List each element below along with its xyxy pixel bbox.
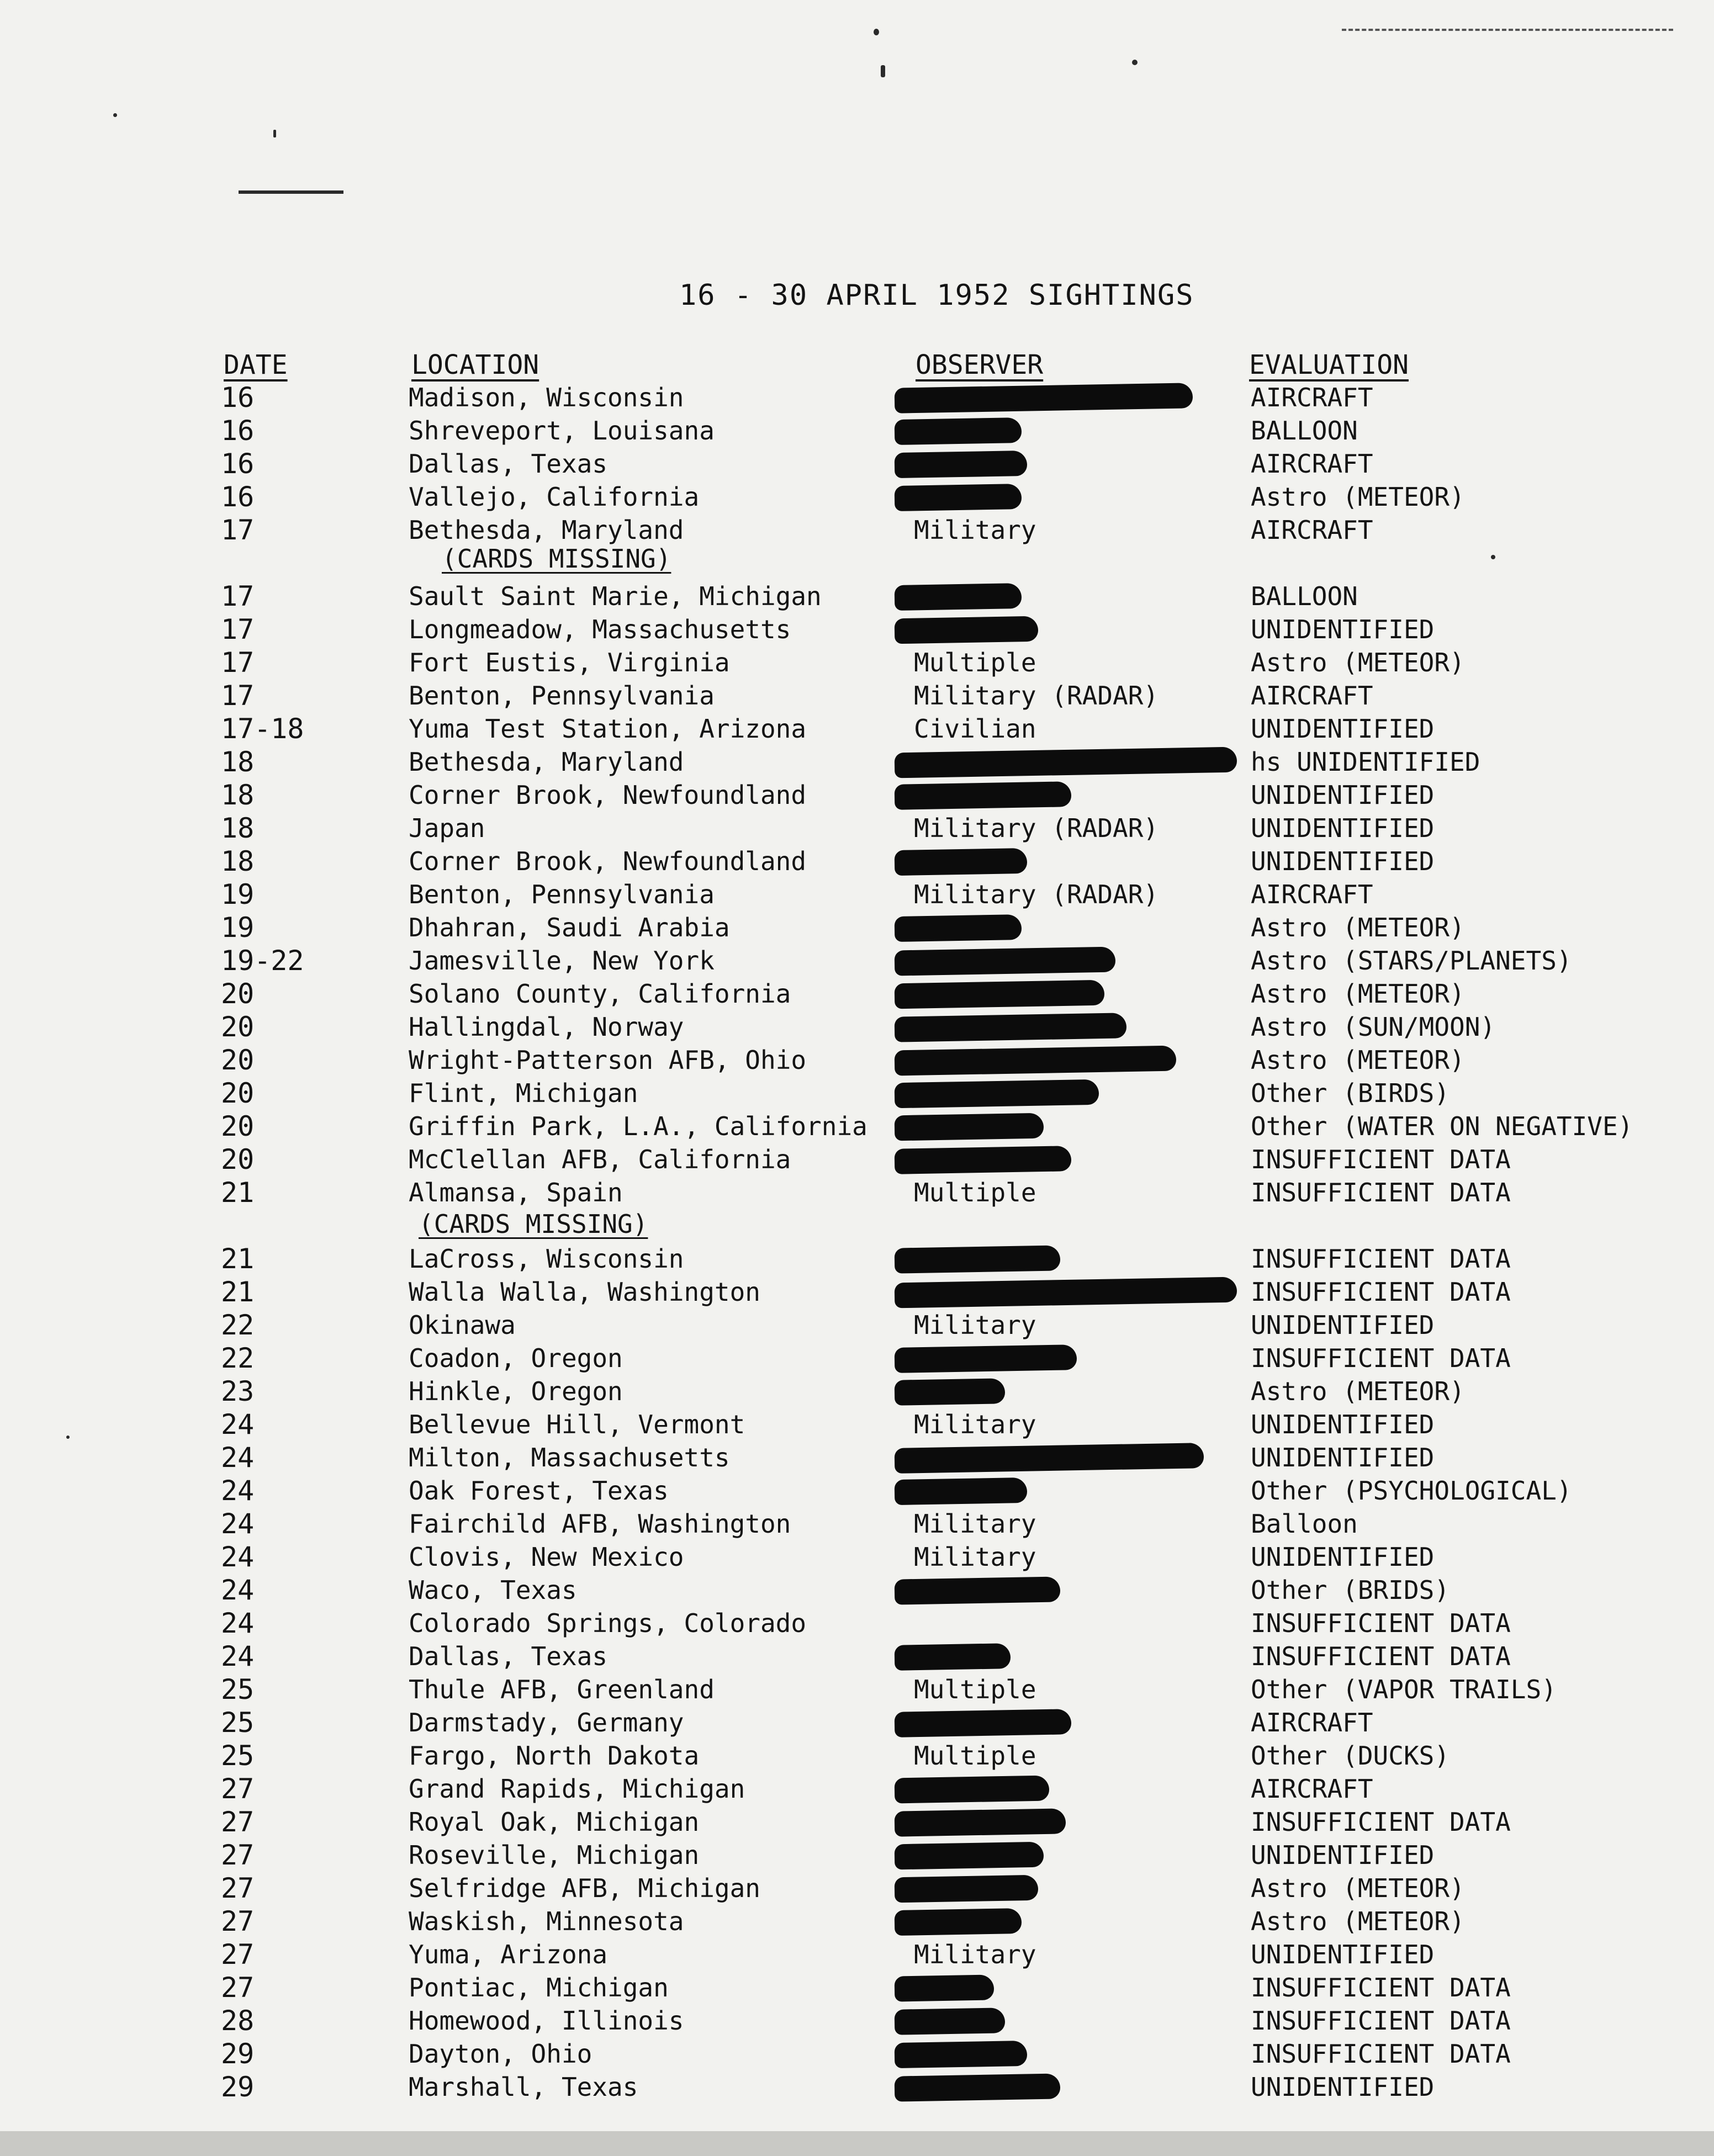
row-evaluation: INSUFFICIENT DATA (1251, 1641, 1511, 1671)
table-row (0, 845, 1714, 878)
row-date: 27 (221, 1872, 255, 1904)
row-date: 16 (221, 382, 255, 414)
redaction-mark (895, 1245, 1061, 1273)
row-location: Grand Rapids, Michigan (409, 1774, 745, 1804)
row-location: Bethesda, Maryland (409, 515, 684, 545)
redaction-mark (895, 2007, 1006, 2035)
row-location: Wright-Patterson AFB, Ohio (409, 1045, 807, 1075)
table-row (0, 1607, 1714, 1640)
table-row (0, 1673, 1714, 1706)
redaction-mark (895, 947, 1116, 976)
row-observer: Military (914, 515, 1036, 545)
table-row (0, 1872, 1714, 1905)
row-date: 17 (221, 613, 255, 645)
table-row (0, 944, 1714, 977)
redaction-mark (895, 1974, 994, 2001)
row-location: Almansa, Spain (409, 1178, 623, 1207)
row-location: Yuma Test Station, Arizona (409, 714, 807, 744)
row-evaluation: AIRCRAFT (1251, 515, 1373, 545)
page-speck (273, 130, 276, 137)
row-date: 29 (221, 2071, 255, 2103)
table-row (0, 480, 1714, 513)
redaction-mark (895, 616, 1039, 644)
page-speck (1132, 60, 1138, 65)
row-evaluation: INSUFFICIENT DATA (1251, 1178, 1511, 1207)
row-date: 22 (221, 1342, 255, 1374)
redaction-mark (895, 1113, 1044, 1141)
row-date: 18 (221, 845, 255, 877)
redaction-mark (895, 583, 1022, 611)
row-evaluation: Astro (METEOR) (1251, 648, 1465, 677)
top-edge-dashes (1342, 29, 1673, 33)
row-evaluation: Balloon (1251, 1509, 1358, 1539)
redaction-mark (895, 914, 1022, 942)
row-observer: Military (RADAR) (914, 813, 1159, 843)
table-row (0, 745, 1714, 778)
row-location: Darmstady, Germany (409, 1708, 684, 1737)
table-row (0, 1805, 1714, 1839)
row-evaluation: Astro (STARS/PLANETS) (1251, 946, 1572, 976)
row-date: 20 (221, 1110, 255, 1142)
row-evaluation: AIRCRAFT (1251, 449, 1373, 479)
row-location: LaCross, Wisconsin (409, 1244, 684, 1274)
row-evaluation: AIRCRAFT (1251, 1774, 1373, 1804)
row-date: 20 (221, 1011, 255, 1043)
table-row (0, 2070, 1714, 2104)
row-location: Dhahran, Saudi Arabia (409, 913, 730, 942)
row-observer: Multiple (914, 648, 1036, 677)
table-row (0, 1540, 1714, 1574)
row-evaluation: Other (WATER ON NEGATIVE) (1251, 1111, 1633, 1141)
row-location: Sault Saint Marie, Michigan (409, 581, 822, 611)
scan-bottom-edge (0, 2131, 1714, 2156)
table-row (0, 1408, 1714, 1441)
table-row (0, 2037, 1714, 2070)
redaction-mark (895, 1277, 1237, 1309)
table-row (0, 812, 1714, 845)
row-observer: Civilian (914, 714, 1036, 744)
table-row (0, 1839, 1714, 1872)
row-date: 21 (221, 1276, 255, 1308)
row-date: 28 (221, 2005, 255, 2037)
redaction-mark (895, 1443, 1204, 1474)
table-row (0, 1043, 1714, 1077)
table-row (0, 580, 1714, 613)
row-location: McClellan AFB, California (409, 1145, 791, 1174)
redaction-mark (895, 1908, 1022, 1936)
redaction-mark (895, 2041, 1028, 2068)
row-location: Madison, Wisconsin (409, 383, 684, 412)
row-evaluation: INSUFFICIENT DATA (1251, 2039, 1511, 2069)
row-evaluation: UNIDENTIFIED (1251, 1940, 1435, 1969)
redaction-mark (895, 451, 1028, 478)
table-row (0, 1309, 1714, 1342)
row-date: 19 (221, 878, 255, 910)
redaction-mark (895, 1013, 1127, 1042)
table-row (0, 1077, 1714, 1110)
row-date: 24 (221, 1640, 255, 1672)
row-evaluation: UNIDENTIFIED (1251, 780, 1435, 810)
row-observer: Military (914, 1940, 1036, 1969)
row-location: Royal Oak, Michigan (409, 1807, 700, 1837)
row-location: Okinawa (409, 1310, 516, 1340)
row-evaluation: AIRCRAFT (1251, 1708, 1373, 1737)
row-evaluation: Astro (METEOR) (1251, 1045, 1465, 1075)
row-location: Bellevue Hill, Vermont (409, 1410, 745, 1439)
row-evaluation: INSUFFICIENT DATA (1251, 1343, 1511, 1373)
row-date: 19 (221, 912, 255, 944)
row-location: Hinkle, Oregon (409, 1376, 623, 1406)
row-location: Fargo, North Dakota (409, 1741, 700, 1771)
row-evaluation: UNIDENTIFIED (1251, 1310, 1435, 1340)
table-row (0, 1938, 1714, 1971)
table-row (0, 1110, 1714, 1143)
row-location: Marshall, Texas (409, 2072, 638, 2102)
page-speck (874, 29, 879, 35)
table-row (0, 1739, 1714, 1772)
row-location: Shreveport, Louisana (409, 416, 715, 446)
row-evaluation: Other (BIRDS) (1251, 1078, 1450, 1108)
table-row (0, 1010, 1714, 1043)
table-row (0, 712, 1714, 745)
row-location: Colorado Springs, Colorado (409, 1608, 807, 1638)
row-location: Milton, Massachusetts (409, 1443, 730, 1472)
row-location: Coadon, Oregon (409, 1343, 623, 1373)
table-row (0, 381, 1714, 414)
row-observer: Military (914, 1410, 1036, 1439)
redaction-mark (895, 1046, 1177, 1076)
row-date: 25 (221, 1673, 255, 1705)
table-row (0, 513, 1714, 547)
row-evaluation: UNIDENTIFIED (1251, 1443, 1435, 1472)
row-location: Corner Brook, Newfoundland (409, 780, 807, 810)
row-evaluation: UNIDENTIFIED (1251, 2072, 1435, 2102)
row-location: Yuma, Arizona (409, 1940, 608, 1969)
row-evaluation: INSUFFICIENT DATA (1251, 1608, 1511, 1638)
table-row (0, 1971, 1714, 2004)
row-location: Griffin Park, L.A., California (409, 1111, 867, 1141)
row-date: 20 (221, 1143, 255, 1175)
row-date: 27 (221, 1972, 255, 2004)
redaction-mark (895, 1477, 1028, 1505)
row-evaluation: INSUFFICIENT DATA (1251, 1244, 1511, 1274)
redaction-mark (895, 1576, 1061, 1604)
row-location: Vallejo, California (409, 482, 700, 512)
row-evaluation: AIRCRAFT (1251, 681, 1373, 711)
table-row (0, 1176, 1714, 1209)
row-evaluation: UNIDENTIFIED (1251, 846, 1435, 876)
table-row (0, 1640, 1714, 1673)
row-evaluation: Other (DUCKS) (1251, 1741, 1450, 1771)
row-evaluation: UNIDENTIFIED (1251, 615, 1435, 644)
row-location: Dallas, Texas (409, 449, 608, 479)
redaction-mark (895, 417, 1022, 445)
row-date: 20 (221, 978, 255, 1010)
row-date: 18 (221, 746, 255, 778)
row-location: Roseville, Michigan (409, 1840, 700, 1870)
row-location: Benton, Pennsylvania (409, 681, 715, 711)
row-date: 21 (221, 1177, 255, 1209)
row-observer: Military (914, 1310, 1036, 1340)
row-date: 24 (221, 1475, 255, 1507)
row-location: Oak Forest, Texas (409, 1476, 669, 1506)
row-date: 17 (221, 680, 255, 712)
row-evaluation: Astro (METEOR) (1251, 913, 1465, 942)
table-row (0, 1772, 1714, 1805)
row-location: Corner Brook, Newfoundland (409, 846, 807, 876)
row-date: 16 (221, 415, 255, 447)
redaction-mark (895, 747, 1237, 778)
row-date: 17 (221, 647, 255, 679)
redaction-mark (895, 383, 1193, 413)
row-evaluation: Astro (METEOR) (1251, 1906, 1465, 1936)
row-date: 17-18 (221, 713, 304, 745)
row-date: 27 (221, 1905, 255, 1937)
redaction-mark (895, 1378, 1006, 1405)
row-date: 24 (221, 1541, 255, 1573)
redaction-mark (895, 1643, 1011, 1671)
redaction-mark (895, 1079, 1099, 1108)
table-row (0, 613, 1714, 646)
table-row (0, 1507, 1714, 1540)
header-observer: OBSERVER (916, 349, 1044, 380)
row-location: Homewood, Illinois (409, 2006, 684, 2036)
row-date: 18 (221, 812, 255, 844)
row-location: Fort Eustis, Virginia (409, 648, 730, 677)
row-date: 24 (221, 1574, 255, 1606)
row-date: 16 (221, 481, 255, 513)
table-row (0, 1441, 1714, 1474)
row-location: Flint, Michigan (409, 1078, 638, 1108)
row-evaluation: INSUFFICIENT DATA (1251, 1277, 1511, 1307)
row-evaluation: Astro (METEOR) (1251, 482, 1465, 512)
row-observer: Multiple (914, 1741, 1036, 1771)
redaction-mark (895, 1842, 1044, 1870)
redaction-mark (895, 1875, 1039, 1903)
row-location: Bethesda, Maryland (409, 747, 684, 777)
row-evaluation: UNIDENTIFIED (1251, 1542, 1435, 1572)
row-date: 27 (221, 1839, 255, 1871)
table-row (0, 977, 1714, 1010)
row-observer: Military (914, 1509, 1036, 1539)
row-evaluation: UNIDENTIFIED (1251, 714, 1435, 744)
row-evaluation: INSUFFICIENT DATA (1251, 1973, 1511, 2003)
table-row (0, 414, 1714, 447)
table-row (0, 1474, 1714, 1507)
row-date: 20 (221, 1077, 255, 1109)
page-speck (1491, 555, 1495, 559)
table-row (0, 1242, 1714, 1275)
row-location: Thule AFB, Greenland (409, 1675, 715, 1704)
redaction-mark (895, 1146, 1072, 1174)
table-row (0, 911, 1714, 944)
row-evaluation: AIRCRAFT (1251, 383, 1373, 412)
row-location: Hallingdal, Norway (409, 1012, 684, 1042)
row-date: 20 (221, 1044, 255, 1076)
row-evaluation: INSUFFICIENT DATA (1251, 1145, 1511, 1174)
row-evaluation: Astro (SUN/MOON) (1251, 1012, 1496, 1042)
row-evaluation: UNIDENTIFIED (1251, 1410, 1435, 1439)
table-row (0, 1905, 1714, 1938)
row-location: Clovis, New Mexico (409, 1542, 684, 1572)
row-evaluation: Astro (METEOR) (1251, 1873, 1465, 1903)
table-row (0, 2004, 1714, 2037)
row-location: Pontiac, Michigan (409, 1973, 669, 2003)
row-date: 17 (221, 580, 255, 612)
page-speck (113, 113, 117, 117)
row-date: 27 (221, 1806, 255, 1838)
row-date: 23 (221, 1375, 255, 1407)
redaction-mark (895, 1344, 1077, 1373)
row-evaluation: UNIDENTIFIED (1251, 813, 1435, 843)
table-row (0, 778, 1714, 812)
top-left-rule (239, 190, 343, 194)
row-date: 25 (221, 1740, 255, 1772)
table-row (0, 1342, 1714, 1375)
redaction-mark (895, 1808, 1066, 1836)
row-observer: Multiple (914, 1178, 1036, 1207)
row-location: Waskish, Minnesota (409, 1906, 684, 1936)
row-date: 25 (221, 1707, 255, 1739)
redaction-mark (895, 1709, 1072, 1737)
row-date: 24 (221, 1442, 255, 1474)
row-evaluation: INSUFFICIENT DATA (1251, 2006, 1511, 2036)
row-evaluation: UNIDENTIFIED (1251, 1840, 1435, 1870)
table-row (0, 1375, 1714, 1408)
row-date: 24 (221, 1607, 255, 1639)
table-row (0, 1143, 1714, 1176)
row-evaluation: AIRCRAFT (1251, 880, 1373, 909)
table-row (0, 878, 1714, 911)
row-evaluation: Other (VAPOR TRAILS) (1251, 1675, 1557, 1704)
document-title: 16 - 30 APRIL 1952 SIGHTINGS (679, 279, 1194, 312)
row-date: 29 (221, 2038, 255, 2070)
row-observer: Military (RADAR) (914, 880, 1159, 909)
row-date: 22 (221, 1309, 255, 1341)
cards-missing-note: (CARDS MISSING) (442, 544, 671, 574)
row-location: Dallas, Texas (409, 1641, 608, 1671)
row-date: 27 (221, 1938, 255, 1970)
row-observer: Military (914, 1542, 1036, 1572)
redaction-mark (895, 484, 1022, 511)
row-location: Longmeadow, Massachusetts (409, 615, 791, 644)
row-date: 19-22 (221, 945, 304, 977)
row-location: Fairchild AFB, Washington (409, 1509, 791, 1539)
redaction-mark (895, 980, 1105, 1009)
header-location: LOCATION (411, 349, 539, 380)
redaction-mark (895, 848, 1028, 876)
row-location: Japan (409, 813, 485, 843)
table-row (0, 447, 1714, 480)
row-date: 17 (221, 514, 255, 546)
row-location: Benton, Pennsylvania (409, 880, 715, 909)
row-location: Dayton, Ohio (409, 2039, 593, 2069)
row-location: Jamesville, New York (409, 946, 715, 976)
table-row (0, 1275, 1714, 1309)
row-date: 24 (221, 1408, 255, 1440)
row-location: Selfridge AFB, Michigan (409, 1873, 760, 1903)
table-row (0, 679, 1714, 712)
table-row (0, 1706, 1714, 1739)
redaction-mark (895, 2073, 1061, 2101)
redaction-mark (895, 781, 1072, 810)
row-evaluation: INSUFFICIENT DATA (1251, 1807, 1511, 1837)
row-date: 24 (221, 1508, 255, 1540)
row-location: Waco, Texas (409, 1575, 577, 1605)
table-row (0, 646, 1714, 679)
row-location: Solano County, California (409, 979, 791, 1009)
row-observer: Multiple (914, 1675, 1036, 1704)
header-date: DATE (224, 349, 288, 380)
row-evaluation: Astro (METEOR) (1251, 979, 1465, 1009)
row-date: 27 (221, 1773, 255, 1805)
row-location: Walla Walla, Washington (409, 1277, 760, 1307)
page-speck (881, 65, 885, 77)
header-evaluation: EVALUATION (1249, 349, 1409, 380)
row-evaluation: BALLOON (1251, 581, 1358, 611)
cards-missing-note: (CARDS MISSING) (419, 1209, 648, 1239)
row-date: 16 (221, 448, 255, 480)
row-evaluation: hs UNIDENTIFIED (1251, 747, 1480, 777)
redaction-mark (895, 1776, 1050, 1804)
row-date: 21 (221, 1243, 255, 1275)
row-evaluation: BALLOON (1251, 416, 1358, 446)
row-observer: Military (RADAR) (914, 681, 1159, 711)
row-evaluation: Astro (METEOR) (1251, 1376, 1465, 1406)
row-evaluation: Other (PSYCHOLOGICAL) (1251, 1476, 1572, 1506)
row-date: 18 (221, 779, 255, 811)
row-evaluation: Other (BRIDS) (1251, 1575, 1450, 1605)
table-row (0, 1574, 1714, 1607)
